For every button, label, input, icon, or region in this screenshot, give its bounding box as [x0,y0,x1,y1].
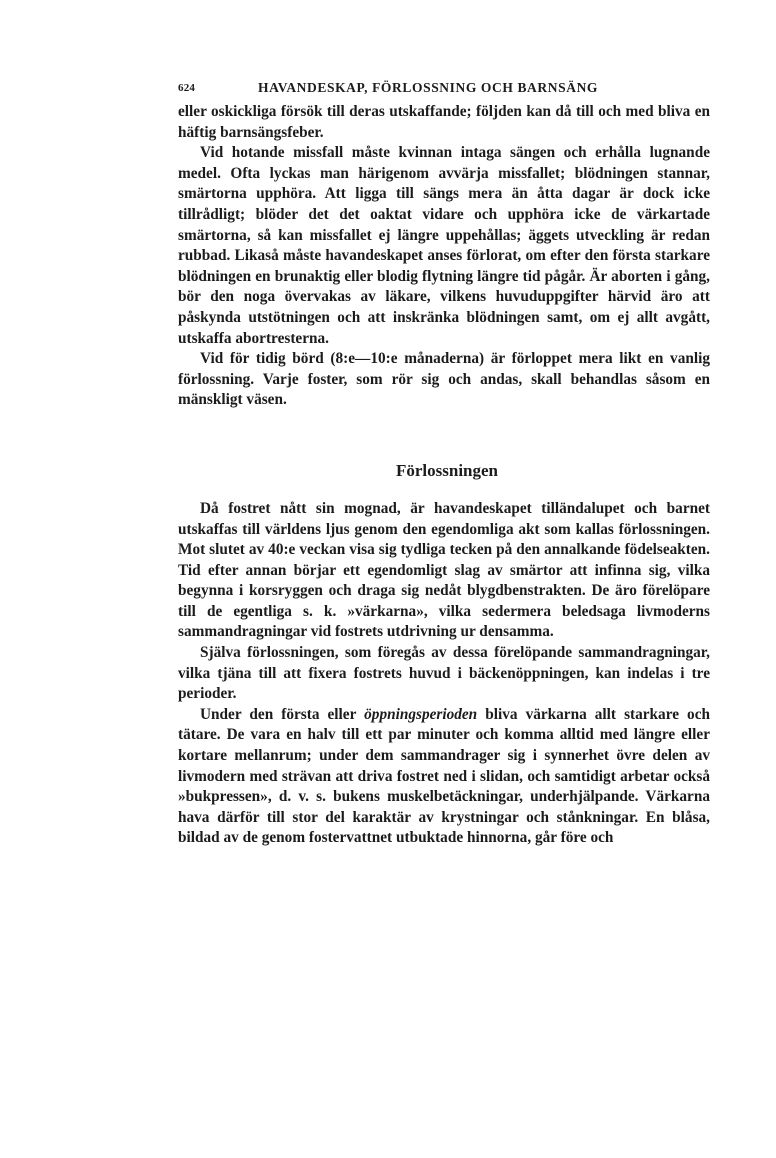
running-title: HAVANDESKAP, FÖRLOSSNING OCH BARNSÄNG [258,80,599,95]
paragraph-text-before: Under den första eller [200,705,365,723]
paragraph-continuation: eller oskickliga försök till deras utskaffande; följden kan då till och med bliva en häftig barnsängsfeber. [178,103,710,141]
paragraph-oppningsperioden [178,705,710,849]
paragraph-fostret-mognad: Då fostret nått sin mognad, är havandeskapet tilländalupet och barnet utskaffas till världens ljus genom den egendomliga akt som kallas förlossningen. Mot slutet av 40:e veckan visa sig tydliga tecken på den annalkande födelseakten. Tid efter annan börjar ett egendomligt slag av smärtor att infinna sig, vilka begynna i korsryggen och draga sig nedåt blygdbenstrakten. De äro förelöpare till de egentliga s. k. »värkarna», vilka sedermera beledsaga livmoderns sammandragningar vid fostrets utdrivning ur densamma. [178,499,710,641]
book-page [178,80,710,849]
page-number: 624 [178,82,196,94]
running-header [178,80,710,102]
section-title: Förlossningen [395,460,499,480]
paragraph-text-after: bliva värkarna allt starkare och tätare. De vara en halv till ett par minuter och komma alltid med längre eller kortare mellanrum; under dem sammandrager sig i synnerhet övre delen av livmodern med strävan att driva fostret ned i slidan, och samtidigt arbetar också »bukpressen», d. v. s. bukens muskelbetäckningar, underhjälpande. Värkarna hava därför till stor del karaktär av krystningar och stånkningar. En blåsa, bildad av de genom fostervattnet utbuktade hinnorna, går före och [178,705,710,847]
emphasized-term: öppningsperioden [364,705,478,723]
paragraph-missfall: Vid hotande missfall måste kvinnan intaga sängen och erhålla lugnande medel. Ofta lyckas man härigenom avvärja missfallet; blödningen stannar, smärtorna upphöra. Att ligga till sängs mera än åtta dagar är dock icke tillrådligt; blöder det det oaktat vidare och upphöra icke de värkartade smärtorna, så kan missfallet ej längre uppehållas; äggets utveckling är redan rubbad. Likaså måste havandeskapet anses förlorat, om efter den första starkare blödningen en brunaktig eller blodig flytning längre tid pågår. Är aborten i gång, bör den noga övervakas av läkare, vilkens huvuduppgifter härvid äro att påskynda utstötningen och att inskränka blödningen samt, om ej allt avgått, utskaffa abortresterna. [178,144,710,347]
paragraph-for-tidig-bord: Vid för tidig börd (8:e—10:e månaderna) är förloppet mera likt en vanlig förlossning. Varje foster, som rör sig och andas, skall behandlas såsom en mänskligt väsen. [178,350,710,409]
paragraph-sjalva-forlossningen: Själva förlossningen, som föregås av dessa förelöpande sammandragningar, vilka tjäna till att fixera fostrets huvud i bäckenöppningen, kan indelas i tre perioder. [178,644,710,703]
